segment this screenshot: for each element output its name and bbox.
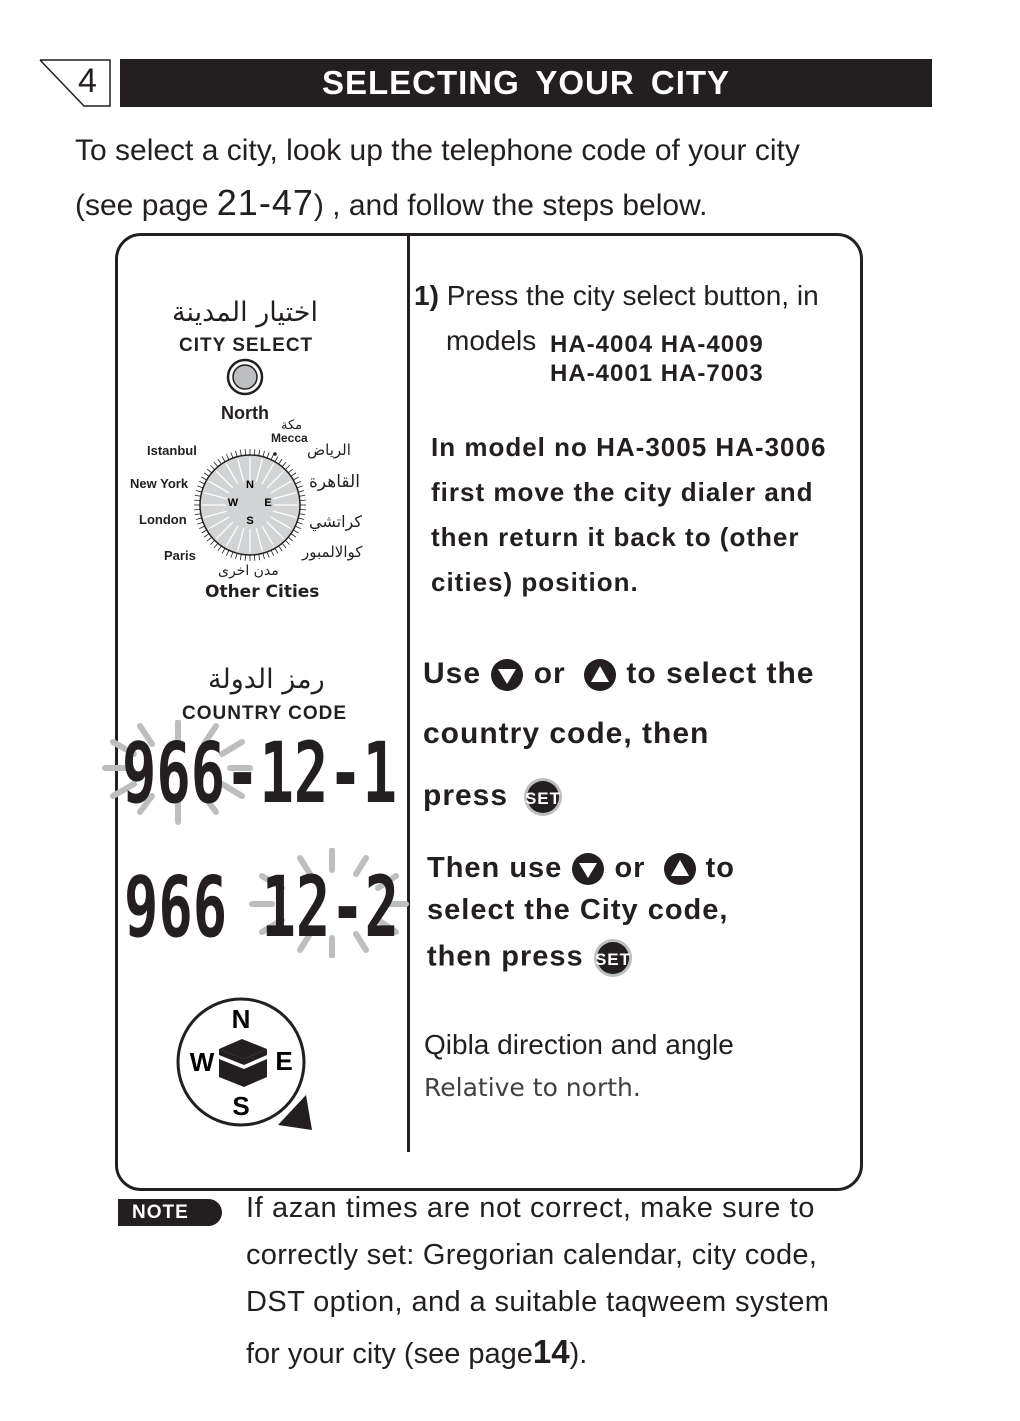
city-select-arabic: اختيار المدينة [172,297,318,328]
dial-s: S [246,515,254,527]
dial-label-mecca: Mecca [271,431,308,445]
model-note-3: then return it back to (other [431,522,800,552]
model-note-2: first move the city dialer and [431,477,814,507]
qibla-line2: Relative to north. [424,1073,641,1102]
step1-models-1: HA-4004 HA-4009 [550,331,764,358]
city-select-button-icon [226,358,264,396]
svg-text:SET: SET [525,789,562,808]
note-badge: NOTE [118,1199,222,1226]
up-arrow-button-icon [663,852,697,886]
model-note-1: In model no HA-3005 HA-3006 [431,432,827,462]
note-line3: DST option, and a suitable taqweem system [246,1286,830,1318]
dial-label-riyadh: الرياض [307,441,351,459]
step1-line2: models [446,325,537,356]
step1-models-2: HA-4001 HA-7003 [550,360,764,387]
lcd-text-1: 966-12-1 [122,724,397,822]
note-line1: If azan times are not correct, make sure to [246,1192,815,1224]
svg-text:SET: SET [594,950,631,969]
step3-line1: Then use or to [427,852,735,886]
dial-label-newyork: New York [130,476,189,491]
page-number: 4 [78,62,97,100]
page-tab [38,58,116,108]
set-button-icon [593,938,633,978]
compass-e: E [275,1046,293,1076]
dial-label-cairo: القاهرة [309,472,360,492]
set-button-icon [523,777,563,817]
step3-line2: select the City code, [427,894,729,926]
note-line2: correctly set: Gregorian calendar, city code, [246,1239,818,1271]
qibla-compass-icon [172,995,320,1135]
dial-label-mecca-ar: مكة [281,418,303,433]
dial-e: E [264,497,272,509]
dial-label-london: London [139,512,187,527]
city-dial-icon [190,445,310,565]
page-title: SELECTING YOUR CITY [120,59,932,107]
compass-s: S [232,1091,250,1121]
country-code-arabic: رمز الدولة [208,664,325,695]
qibla-line1: Qibla direction and angle [424,1029,734,1060]
down-arrow-button-icon [490,658,524,692]
intro-pages: 21-47 [216,182,314,223]
up-arrow-button-icon [583,658,617,692]
step3-line3: then press SET [427,938,633,978]
note-line4: for your city (see page14). [246,1333,588,1370]
city-select-label: CITY SELECT [179,335,314,356]
dial-n: N [246,479,254,491]
dial-label-istanbul: Istanbul [147,443,197,458]
intro-line-1: To select a city, look up the telephone code of your city [75,134,800,167]
lcd-display-1 [100,720,400,830]
step2-line3: press SET [423,777,563,817]
dial-label-other-ar: مدن اخرى [218,563,279,579]
model-note-4: cities) position. [431,567,639,597]
intro-line-2: (see page 21-47) , and follow the steps below. [75,182,708,223]
step2-line1: Use or to select the [423,657,814,692]
compass-w: W [189,1047,215,1077]
panel-divider [407,235,410,1152]
step1-line1: 1) Press the city select button, in [414,280,819,311]
dial-label-paris: Paris [164,548,196,563]
down-arrow-button-icon [571,852,605,886]
lcd-text-2: 966 12-2 [124,858,399,956]
dial-label-kualalumpur: كوالالمبور [302,543,363,561]
step2-line2: country code, then [423,717,710,750]
lcd-display-2 [122,848,412,958]
dial-label-north: North [221,403,269,423]
country-code-label: COUNTRY CODE [182,703,348,724]
compass-n: N [231,1004,251,1034]
kaaba-icon [219,1039,267,1087]
dial-w: W [227,497,239,509]
dial-label-other-cities: Other Cities [205,582,320,602]
dial-label-karachi: كراتشي [309,512,362,531]
